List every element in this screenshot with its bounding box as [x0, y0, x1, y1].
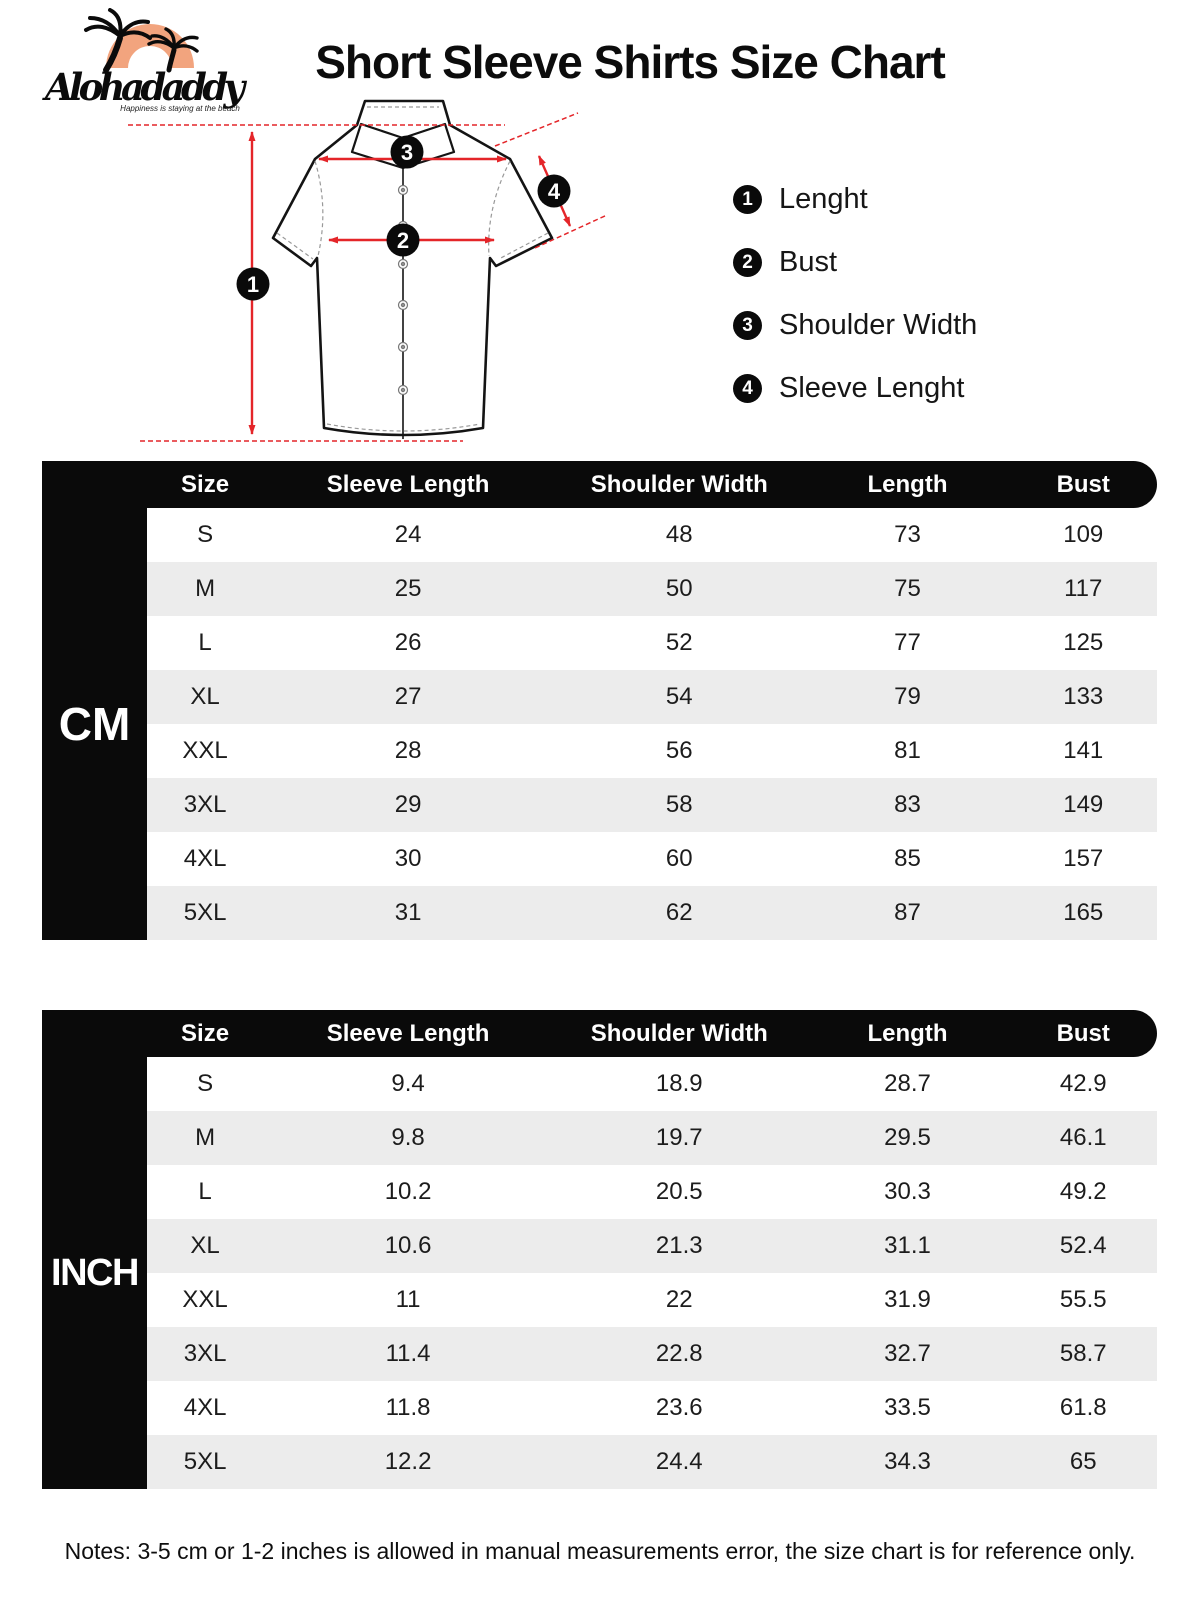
legend-item-shoulder-width — [733, 309, 977, 342]
table-cell: 60 — [665, 845, 693, 872]
table-cell: 75 — [894, 575, 921, 602]
table-cell: 31 — [394, 899, 422, 926]
table-cell: 20.5 — [655, 1178, 703, 1205]
table-cell: 49.2 — [1059, 1178, 1107, 1205]
table-cell: 31.9 — [884, 1286, 931, 1313]
table-cell: 3XL — [183, 791, 227, 818]
table-cell: 30 — [394, 845, 422, 872]
table-row — [147, 562, 1157, 616]
table-cell: 125 — [1063, 629, 1104, 656]
table-cell: 87 — [894, 899, 921, 926]
table-rows — [147, 508, 1157, 940]
table-cell: 28.7 — [884, 1070, 931, 1097]
table-cell: 29 — [394, 791, 422, 818]
table-cell: 26 — [394, 629, 422, 656]
unit-label-cm: CM — [42, 508, 147, 940]
table-cell: 34.3 — [884, 1448, 931, 1475]
table-row — [147, 886, 1157, 940]
table-row — [147, 1165, 1157, 1219]
column-header: Bust — [1056, 1019, 1110, 1047]
table-cell: 18.9 — [655, 1070, 703, 1097]
column-header: Size — [181, 1019, 230, 1047]
diagram-badge-4: 4 — [547, 179, 561, 204]
shirt-measurement-diagram — [105, 88, 610, 453]
table-cell: 23.6 — [655, 1394, 703, 1421]
legend-badge-4: 4 — [733, 374, 762, 403]
column-header: Bust — [1056, 470, 1110, 498]
brand-tagline: Happiness is staying at the beach — [120, 104, 240, 113]
table-cell: 9.8 — [391, 1124, 425, 1151]
table-cell: 5XL — [183, 1448, 227, 1475]
footnote: Notes: 3-5 cm or 1-2 inches is allowed in manual measurements error, the size chart is for reference only. — [64, 1538, 1136, 1564]
table-row — [147, 1057, 1157, 1111]
column-header: Size — [181, 470, 230, 498]
table-cell: 11 — [395, 1286, 421, 1313]
column-header: Length — [867, 1019, 948, 1047]
table-cell: 55.5 — [1059, 1286, 1107, 1313]
table-header-row — [42, 461, 1157, 508]
legend-item-bust — [733, 246, 977, 279]
column-header: Sleeve Length — [326, 1019, 490, 1047]
legend-badge-1: 1 — [733, 185, 762, 214]
table-cell: 4XL — [183, 845, 227, 872]
table-cell: 9.4 — [391, 1070, 425, 1097]
table-cell: 33.5 — [884, 1394, 931, 1421]
table-cell: L — [198, 1178, 212, 1205]
table-cell: 25 — [394, 575, 422, 602]
table-cell: 149 — [1063, 791, 1104, 818]
table-row — [147, 616, 1157, 670]
table-cell: 62 — [665, 899, 693, 926]
table-cell: 21.3 — [655, 1232, 703, 1259]
table-cell: 157 — [1063, 845, 1104, 872]
legend-label: Sleeve Lenght — [779, 372, 965, 404]
table-cell: 24.4 — [655, 1448, 703, 1475]
legend-label: Shoulder Width — [779, 309, 978, 341]
diagram-badge-1: 1 — [246, 272, 260, 297]
table-row — [147, 1327, 1157, 1381]
table-cell: 30.3 — [884, 1178, 931, 1205]
table-row — [147, 1381, 1157, 1435]
table-cell: 133 — [1063, 683, 1104, 710]
table-cell: XL — [190, 1232, 220, 1259]
table-cell: 58 — [665, 791, 693, 818]
table-cell: 52 — [665, 629, 693, 656]
table-cell: 52.4 — [1059, 1232, 1107, 1259]
table-cell: 42.9 — [1059, 1070, 1107, 1097]
table-header-row — [42, 1010, 1157, 1057]
table-row — [147, 724, 1157, 778]
diagram-badge-3: 3 — [400, 140, 414, 165]
column-header: Shoulder Width — [590, 470, 768, 498]
column-header: Shoulder Width — [590, 1019, 768, 1047]
table-cell: 12.2 — [384, 1448, 432, 1475]
table-cell: 79 — [894, 683, 921, 710]
column-header: Length — [867, 470, 948, 498]
table-cell: 10.2 — [384, 1178, 432, 1205]
table-cell: 165 — [1063, 899, 1104, 926]
table-cell: XXL — [182, 1286, 228, 1313]
legend-item-length — [733, 183, 977, 216]
table-cell: 83 — [894, 791, 921, 818]
page-title: Short Sleeve Shirts Size Chart — [315, 36, 945, 88]
table-cell: 117 — [1064, 575, 1103, 602]
table-rows — [147, 1057, 1157, 1489]
diagram-badge-2: 2 — [396, 228, 410, 253]
table-cell: 3XL — [183, 1340, 227, 1367]
table-row — [147, 1219, 1157, 1273]
table-row — [147, 778, 1157, 832]
size-table-cm — [42, 461, 1157, 940]
table-cell: 5XL — [183, 899, 227, 926]
table-cell: 46.1 — [1059, 1124, 1107, 1151]
column-header: Sleeve Length — [326, 470, 490, 498]
table-row — [147, 832, 1157, 886]
table-cell: 19.7 — [655, 1124, 703, 1151]
table-cell: 48 — [665, 521, 693, 548]
table-cell: 31.1 — [884, 1232, 931, 1259]
table-cell: 141 — [1063, 737, 1104, 764]
table-cell: 73 — [894, 521, 921, 548]
table-cell: 22 — [665, 1286, 693, 1313]
legend-label: Lenght — [779, 183, 868, 215]
table-cell: 56 — [665, 737, 693, 764]
legend-item-sleeve-length — [733, 372, 977, 405]
table-cell: 77 — [894, 629, 921, 656]
table-cell: 11.8 — [385, 1394, 431, 1421]
legend-badge-2: 2 — [733, 248, 762, 277]
table-row — [147, 670, 1157, 724]
table-cell: M — [195, 575, 216, 602]
table-cell: S — [197, 521, 214, 548]
table-cell: 50 — [665, 575, 693, 602]
table-cell: 4XL — [183, 1394, 227, 1421]
table-cell: 22.8 — [655, 1340, 703, 1367]
table-cell: XXL — [182, 737, 228, 764]
table-cell: 81 — [894, 737, 921, 764]
measurement-legend — [733, 183, 977, 405]
legend-label: Bust — [779, 246, 838, 278]
table-row — [147, 1111, 1157, 1165]
table-cell: 10.6 — [384, 1232, 432, 1259]
table-cell: 109 — [1063, 521, 1104, 548]
table-cell: 24 — [394, 521, 422, 548]
table-row — [147, 508, 1157, 562]
table-cell: 27 — [394, 683, 422, 710]
unit-label-inch: INCH — [42, 1057, 147, 1489]
table-cell: 58.7 — [1059, 1340, 1107, 1367]
table-cell: 11.4 — [385, 1340, 431, 1367]
table-cell: L — [198, 629, 212, 656]
table-cell: XL — [190, 683, 220, 710]
table-cell: 85 — [894, 845, 921, 872]
table-cell: S — [197, 1070, 214, 1097]
table-cell: 29.5 — [884, 1124, 931, 1151]
brand-name: Alohadaddy — [45, 65, 245, 109]
table-row — [147, 1435, 1157, 1489]
legend-badge-3: 3 — [733, 311, 762, 340]
size-table-inch — [42, 1010, 1157, 1489]
table-cell: 65 — [1069, 1448, 1097, 1475]
table-cell: 54 — [665, 683, 693, 710]
table-cell: 61.8 — [1059, 1394, 1107, 1421]
table-cell: M — [195, 1124, 216, 1151]
table-cell: 28 — [394, 737, 422, 764]
table-cell: 32.7 — [884, 1340, 931, 1367]
table-row — [147, 1273, 1157, 1327]
